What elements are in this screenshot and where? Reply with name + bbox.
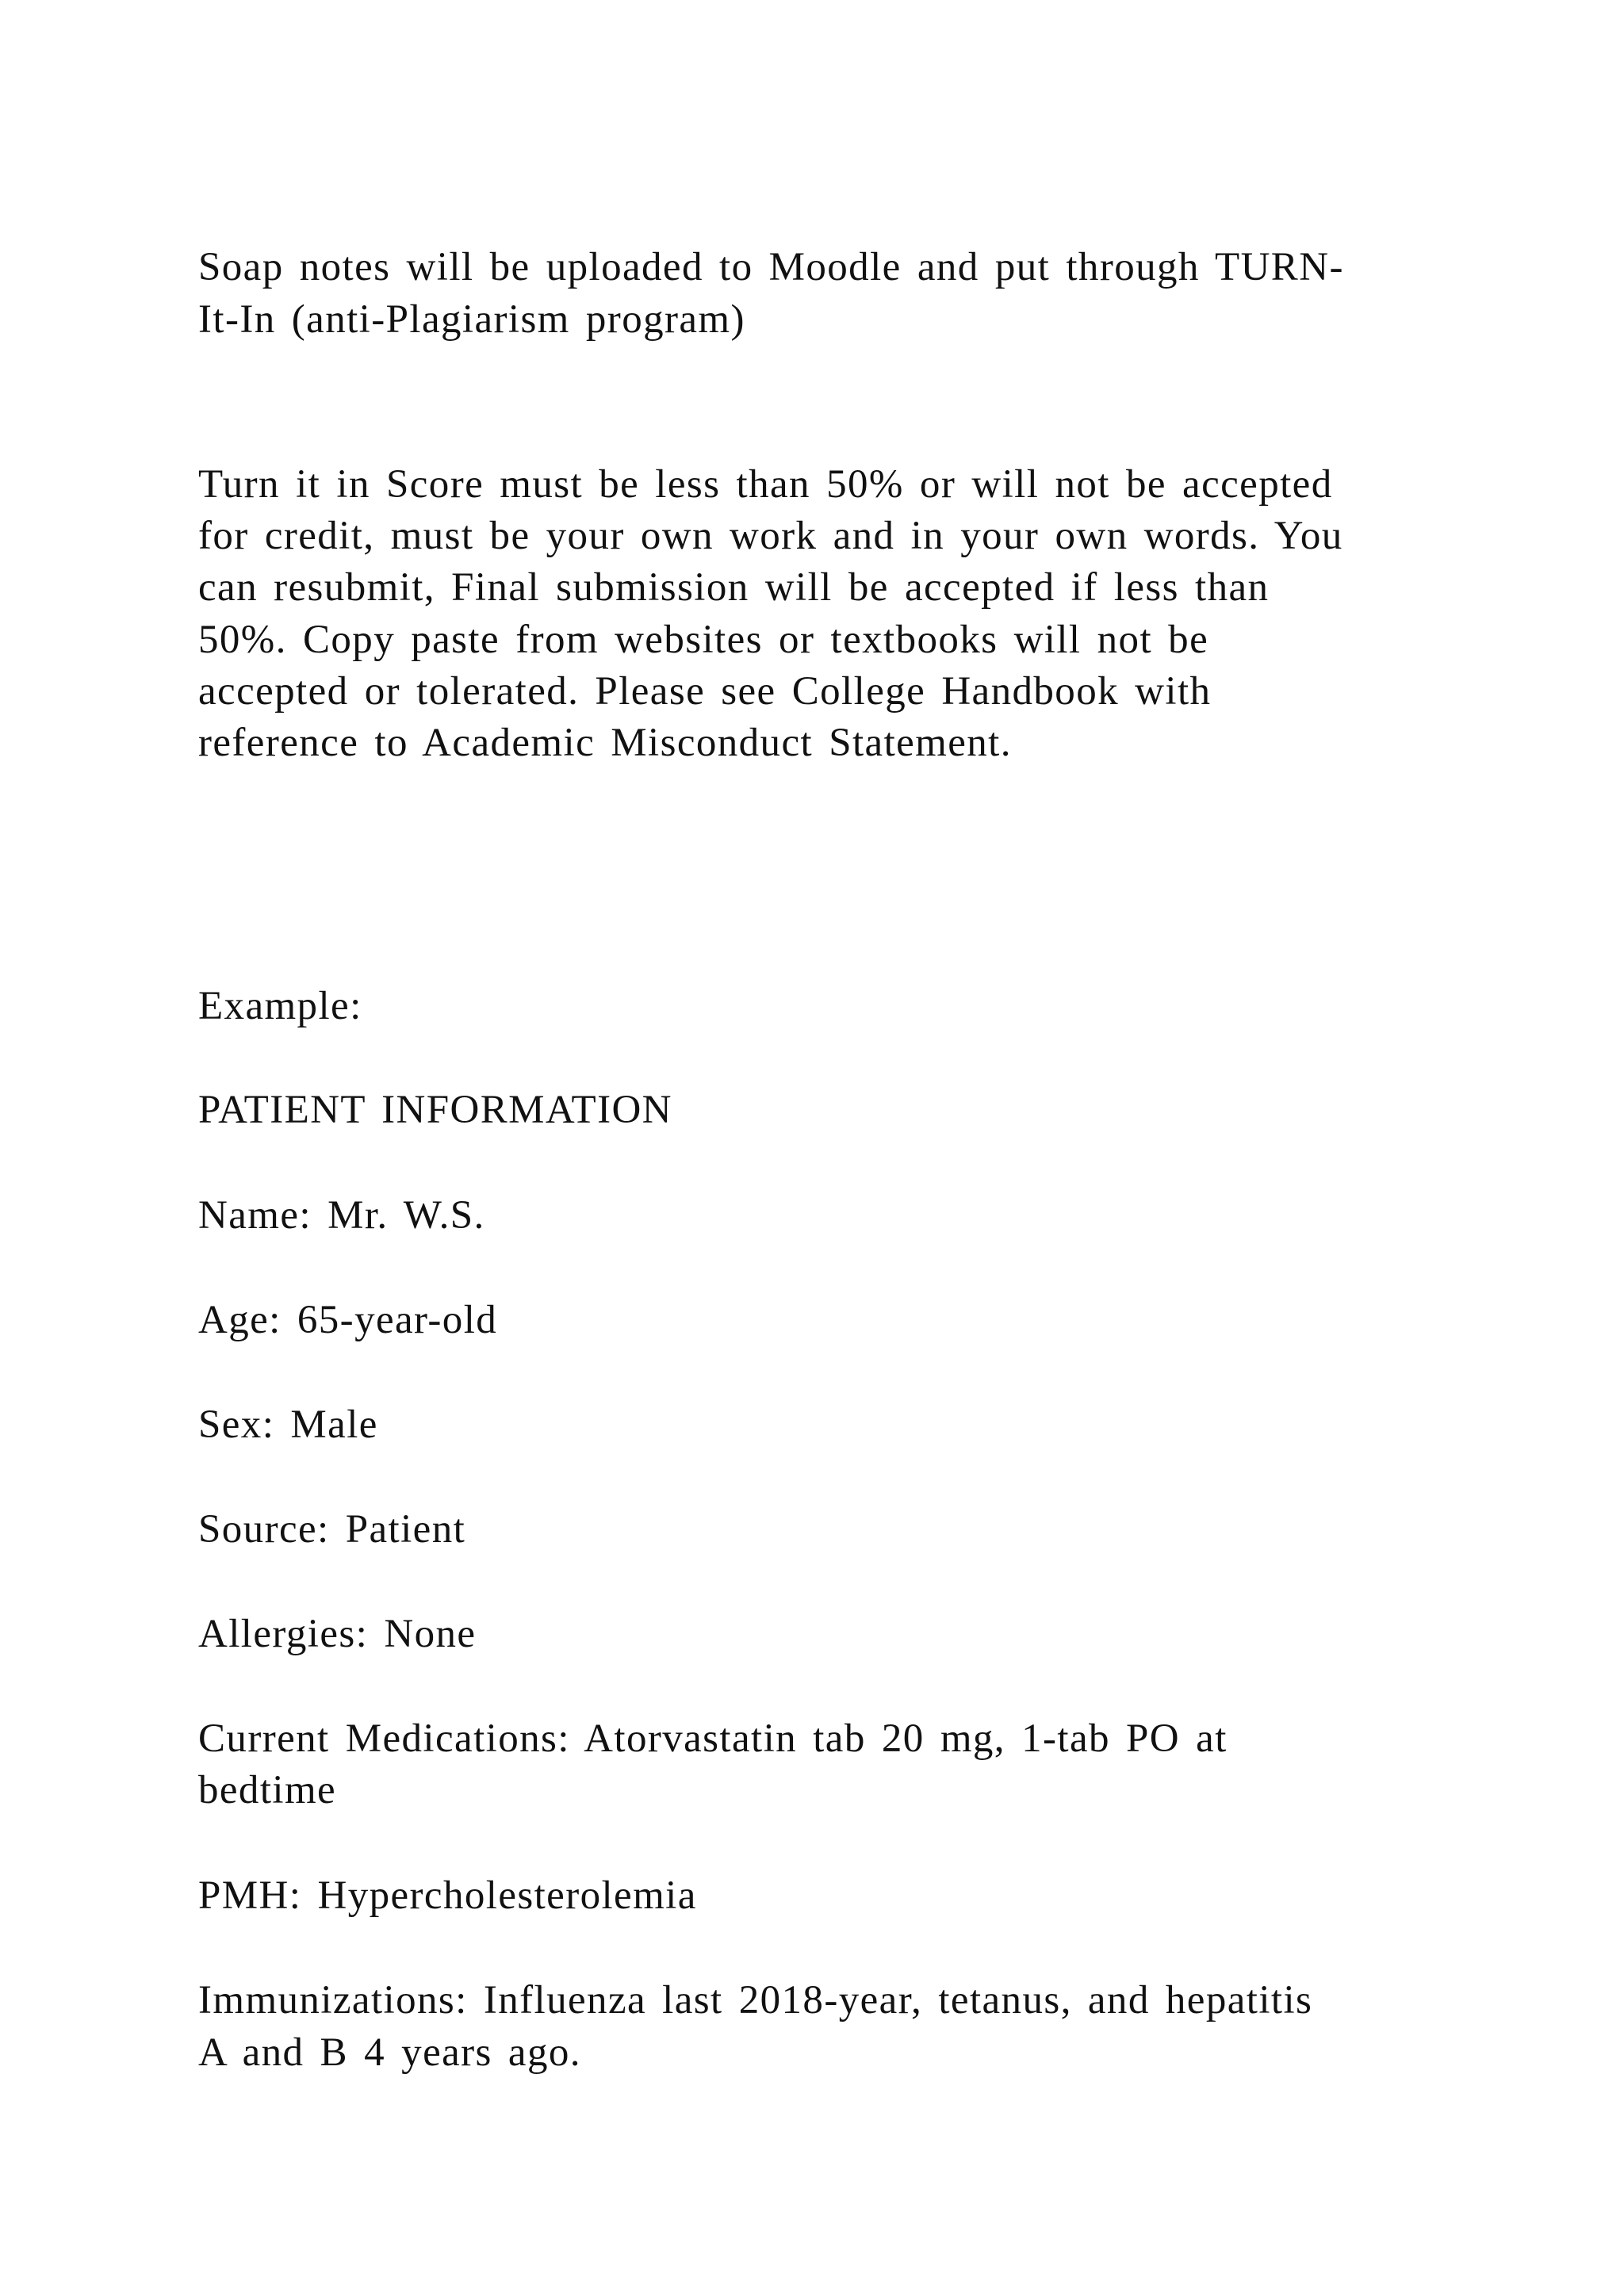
patient-age: Age: 65-year-old <box>198 1298 498 1342</box>
policy-line-3: can resubmit, Final submission will be accepted if less than <box>198 565 1270 610</box>
current-medications-line-1: Current Medications: Atorvastatin tab 20 mg, 1-tab PO at <box>198 1716 1228 1761</box>
current-medications-line-2: bedtime <box>198 1768 337 1812</box>
patient-info-heading: PATIENT INFORMATION <box>198 1088 672 1132</box>
patient-sex: Sex: Male <box>198 1402 378 1447</box>
intro-line-2: It-In (anti-Plagiarism program) <box>198 297 745 342</box>
patient-name: Name: Mr. W.S. <box>198 1193 485 1238</box>
example-label: Example: <box>198 984 362 1028</box>
past-medical-history: PMH: Hypercholesterolemia <box>198 1873 697 1918</box>
policy-line-2: for credit, must be your own work and in your own words. You <box>198 514 1343 558</box>
patient-allergies: Allergies: None <box>198 1612 477 1656</box>
patient-source: Source: Patient <box>198 1507 466 1552</box>
policy-line-4: 50%. Copy paste from websites or textbooks will not be <box>198 618 1209 662</box>
policy-line-6: reference to Academic Misconduct Statement. <box>198 721 1012 765</box>
policy-line-1: Turn it in Score must be less than 50% or will not be accepted <box>198 462 1333 507</box>
policy-line-5: accepted or tolerated. Please see College Handbook with <box>198 669 1212 714</box>
immunizations-line-1: Immunizations: Influenza last 2018-year, tetanus, and hepatitis <box>198 1978 1313 2022</box>
immunizations-line-2: A and B 4 years ago. <box>198 2030 581 2075</box>
intro-line-1: Soap notes will be uploaded to Moodle and put through TURN- <box>198 245 1344 289</box>
